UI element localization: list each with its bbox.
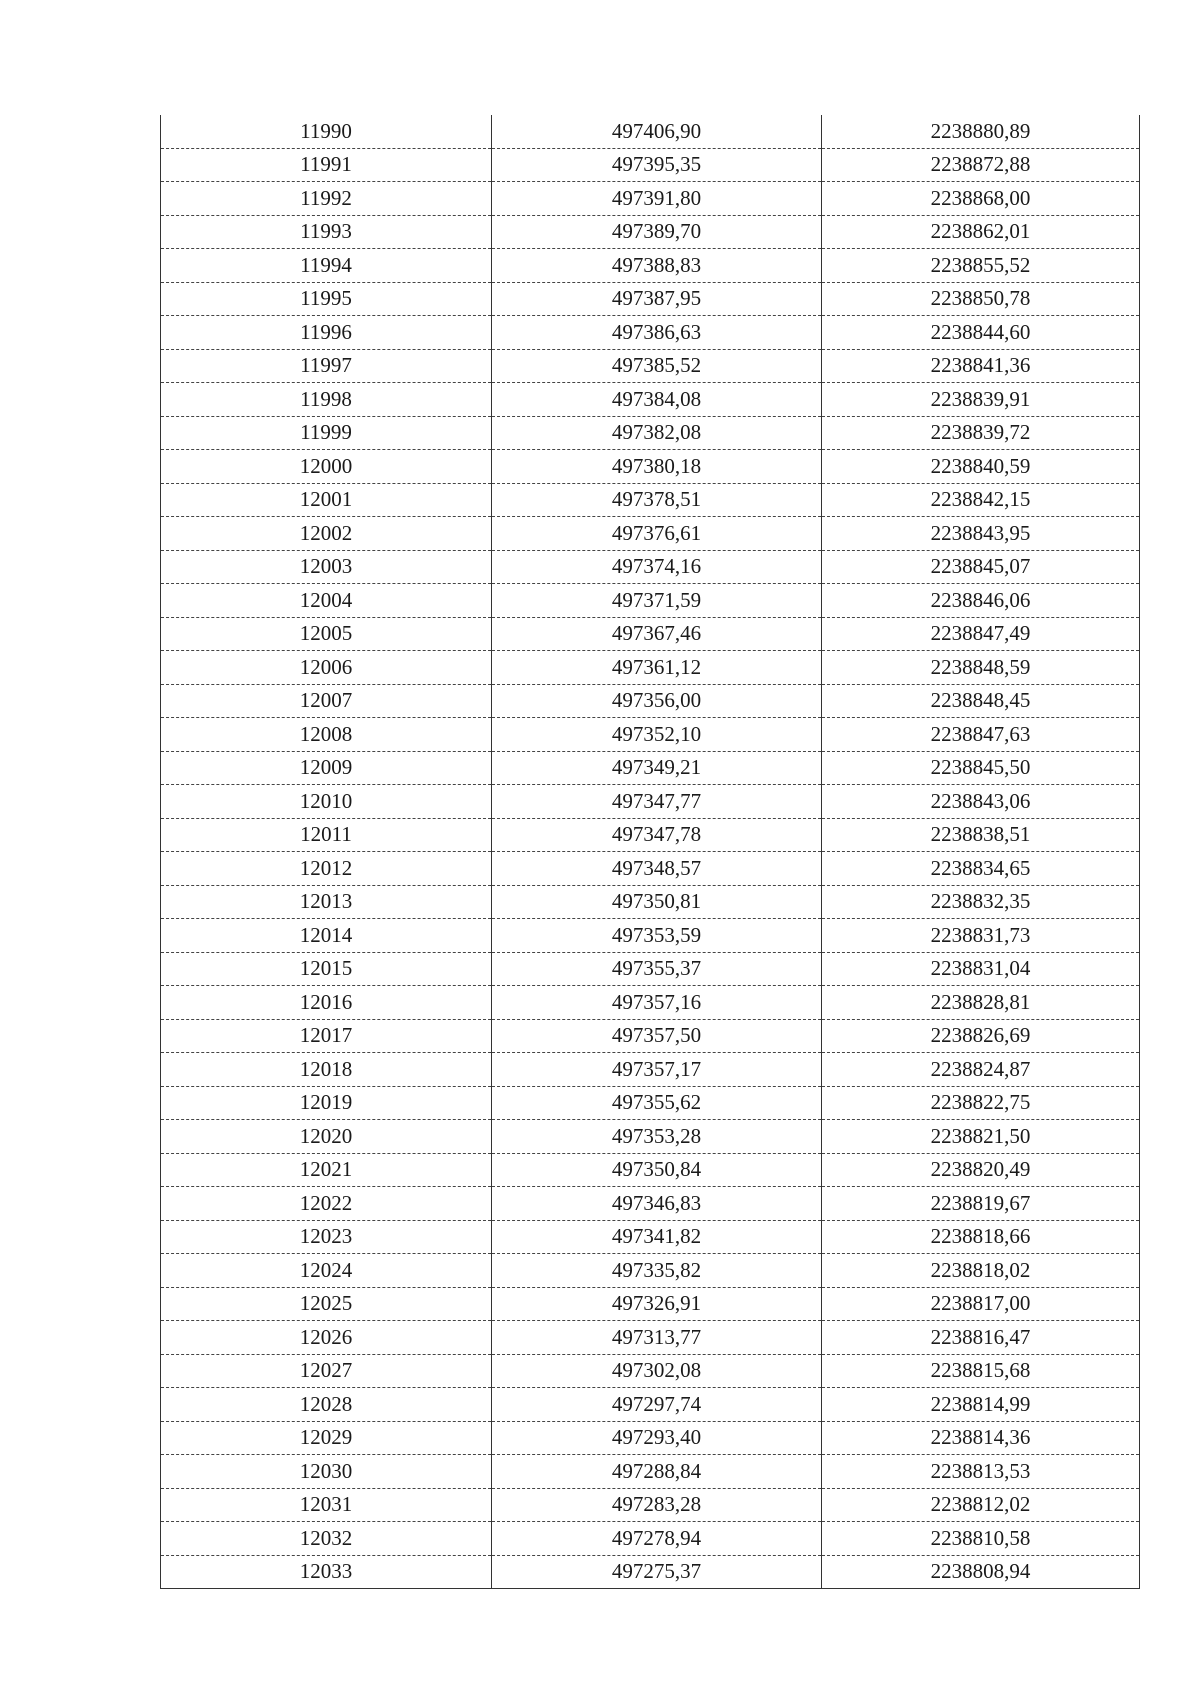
point-number-cell: 12016	[161, 986, 492, 1020]
point-number-cell: 11996	[161, 316, 492, 350]
y-coordinate-cell: 2238812,02	[822, 1488, 1140, 1522]
x-coordinate-cell: 497371,59	[492, 584, 822, 618]
point-number-cell: 11993	[161, 215, 492, 249]
table-row	[161, 751, 1140, 785]
point-number-cell: 12025	[161, 1287, 492, 1321]
table-row	[161, 952, 1140, 986]
table-row	[161, 718, 1140, 752]
y-coordinate-cell: 2238848,59	[822, 651, 1140, 685]
x-coordinate-cell: 497356,00	[492, 684, 822, 718]
x-coordinate-cell: 497313,77	[492, 1321, 822, 1355]
x-coordinate-cell: 497335,82	[492, 1254, 822, 1288]
table-row	[161, 1354, 1140, 1388]
table-row	[161, 1053, 1140, 1087]
table-row	[161, 617, 1140, 651]
y-coordinate-cell: 2238834,65	[822, 852, 1140, 886]
point-number-cell: 12022	[161, 1187, 492, 1221]
x-coordinate-cell: 497391,80	[492, 182, 822, 216]
point-number-cell: 12033	[161, 1555, 492, 1589]
y-coordinate-cell: 2238816,47	[822, 1321, 1140, 1355]
table-row	[161, 1555, 1140, 1589]
x-coordinate-cell: 497348,57	[492, 852, 822, 886]
table-body	[161, 115, 1140, 1589]
table-row	[161, 584, 1140, 618]
point-number-cell: 12000	[161, 450, 492, 484]
x-coordinate-cell: 497349,21	[492, 751, 822, 785]
x-coordinate-cell: 497278,94	[492, 1522, 822, 1556]
x-coordinate-cell: 497293,40	[492, 1421, 822, 1455]
point-number-cell: 11992	[161, 182, 492, 216]
y-coordinate-cell: 2238850,78	[822, 282, 1140, 316]
point-number-cell: 12012	[161, 852, 492, 886]
point-number-cell: 12006	[161, 651, 492, 685]
point-number-cell: 12009	[161, 751, 492, 785]
y-coordinate-cell: 2238846,06	[822, 584, 1140, 618]
table-row	[161, 1455, 1140, 1489]
x-coordinate-cell: 497382,08	[492, 416, 822, 450]
table-row	[161, 818, 1140, 852]
table-row	[161, 483, 1140, 517]
x-coordinate-cell: 497355,62	[492, 1086, 822, 1120]
y-coordinate-cell: 2238872,88	[822, 148, 1140, 182]
x-coordinate-cell: 497384,08	[492, 383, 822, 417]
table-row	[161, 416, 1140, 450]
point-number-cell: 11991	[161, 148, 492, 182]
x-coordinate-cell: 497341,82	[492, 1220, 822, 1254]
point-number-cell: 11997	[161, 349, 492, 383]
y-coordinate-cell: 2238820,49	[822, 1153, 1140, 1187]
y-coordinate-cell: 2238862,01	[822, 215, 1140, 249]
y-coordinate-cell: 2238843,95	[822, 517, 1140, 551]
point-number-cell: 12003	[161, 550, 492, 584]
table-row	[161, 550, 1140, 584]
x-coordinate-cell: 497357,17	[492, 1053, 822, 1087]
table-row	[161, 852, 1140, 886]
table-row	[161, 1019, 1140, 1053]
table-row	[161, 1254, 1140, 1288]
table-row	[161, 148, 1140, 182]
y-coordinate-cell: 2238832,35	[822, 885, 1140, 919]
x-coordinate-cell: 497389,70	[492, 215, 822, 249]
x-coordinate-cell: 497374,16	[492, 550, 822, 584]
y-coordinate-cell: 2238826,69	[822, 1019, 1140, 1053]
point-number-cell: 12013	[161, 885, 492, 919]
point-number-cell: 12001	[161, 483, 492, 517]
x-coordinate-cell: 497346,83	[492, 1187, 822, 1221]
table-row	[161, 450, 1140, 484]
table-row	[161, 651, 1140, 685]
y-coordinate-cell: 2238848,45	[822, 684, 1140, 718]
x-coordinate-cell: 497357,16	[492, 986, 822, 1020]
point-number-cell: 12031	[161, 1488, 492, 1522]
point-number-cell: 12030	[161, 1455, 492, 1489]
y-coordinate-cell: 2238845,07	[822, 550, 1140, 584]
point-number-cell: 12029	[161, 1421, 492, 1455]
x-coordinate-cell: 497386,63	[492, 316, 822, 350]
x-coordinate-cell: 497275,37	[492, 1555, 822, 1589]
table-row	[161, 1153, 1140, 1187]
y-coordinate-cell: 2238840,59	[822, 450, 1140, 484]
point-number-cell: 12028	[161, 1388, 492, 1422]
y-coordinate-cell: 2238813,53	[822, 1455, 1140, 1489]
y-coordinate-cell: 2238844,60	[822, 316, 1140, 350]
x-coordinate-cell: 497406,90	[492, 115, 822, 148]
y-coordinate-cell: 2238855,52	[822, 249, 1140, 283]
y-coordinate-cell: 2238818,02	[822, 1254, 1140, 1288]
y-coordinate-cell: 2238845,50	[822, 751, 1140, 785]
point-number-cell: 12026	[161, 1321, 492, 1355]
table-row	[161, 919, 1140, 953]
x-coordinate-cell: 497380,18	[492, 450, 822, 484]
x-coordinate-cell: 497355,37	[492, 952, 822, 986]
x-coordinate-cell: 497347,78	[492, 818, 822, 852]
point-number-cell: 12010	[161, 785, 492, 819]
table-row	[161, 115, 1140, 148]
x-coordinate-cell: 497288,84	[492, 1455, 822, 1489]
point-number-cell: 12011	[161, 818, 492, 852]
point-number-cell: 12005	[161, 617, 492, 651]
table-row	[161, 249, 1140, 283]
point-number-cell: 12019	[161, 1086, 492, 1120]
point-number-cell: 12021	[161, 1153, 492, 1187]
x-coordinate-cell: 497388,83	[492, 249, 822, 283]
y-coordinate-cell: 2238822,75	[822, 1086, 1140, 1120]
x-coordinate-cell: 497350,81	[492, 885, 822, 919]
table-row	[161, 182, 1140, 216]
table-row	[161, 215, 1140, 249]
y-coordinate-cell: 2238810,58	[822, 1522, 1140, 1556]
y-coordinate-cell: 2238831,04	[822, 952, 1140, 986]
table-row	[161, 282, 1140, 316]
table-row	[161, 1321, 1140, 1355]
x-coordinate-cell: 497353,59	[492, 919, 822, 953]
y-coordinate-cell: 2238847,63	[822, 718, 1140, 752]
table-row	[161, 1086, 1140, 1120]
point-number-cell: 12004	[161, 584, 492, 618]
point-number-cell: 12002	[161, 517, 492, 551]
point-number-cell: 12018	[161, 1053, 492, 1087]
y-coordinate-cell: 2238819,67	[822, 1187, 1140, 1221]
point-number-cell: 11994	[161, 249, 492, 283]
x-coordinate-cell: 497353,28	[492, 1120, 822, 1154]
y-coordinate-cell: 2238839,72	[822, 416, 1140, 450]
y-coordinate-cell: 2238817,00	[822, 1287, 1140, 1321]
point-number-cell: 12023	[161, 1220, 492, 1254]
table-row	[161, 1421, 1140, 1455]
x-coordinate-cell: 497283,28	[492, 1488, 822, 1522]
point-number-cell: 11995	[161, 282, 492, 316]
y-coordinate-cell: 2238814,36	[822, 1421, 1140, 1455]
table-row	[161, 885, 1140, 919]
table-row	[161, 1488, 1140, 1522]
table-row	[161, 986, 1140, 1020]
point-number-cell: 12024	[161, 1254, 492, 1288]
point-number-cell: 12017	[161, 1019, 492, 1053]
y-coordinate-cell: 2238838,51	[822, 818, 1140, 852]
x-coordinate-cell: 497352,10	[492, 718, 822, 752]
y-coordinate-cell: 2238818,66	[822, 1220, 1140, 1254]
x-coordinate-cell: 497326,91	[492, 1287, 822, 1321]
table-row	[161, 785, 1140, 819]
y-coordinate-cell: 2238843,06	[822, 785, 1140, 819]
table-row	[161, 383, 1140, 417]
y-coordinate-cell: 2238828,81	[822, 986, 1140, 1020]
y-coordinate-cell: 2238847,49	[822, 617, 1140, 651]
y-coordinate-cell: 2238824,87	[822, 1053, 1140, 1087]
point-number-cell: 12020	[161, 1120, 492, 1154]
y-coordinate-cell: 2238814,99	[822, 1388, 1140, 1422]
x-coordinate-cell: 497376,61	[492, 517, 822, 551]
x-coordinate-cell: 497361,12	[492, 651, 822, 685]
y-coordinate-cell: 2238808,94	[822, 1555, 1140, 1589]
x-coordinate-cell: 497357,50	[492, 1019, 822, 1053]
y-coordinate-cell: 2238831,73	[822, 919, 1140, 953]
x-coordinate-cell: 497297,74	[492, 1388, 822, 1422]
point-number-cell: 11998	[161, 383, 492, 417]
x-coordinate-cell: 497347,77	[492, 785, 822, 819]
point-number-cell: 12027	[161, 1354, 492, 1388]
table-row	[161, 1522, 1140, 1556]
x-coordinate-cell: 497302,08	[492, 1354, 822, 1388]
point-number-cell: 12015	[161, 952, 492, 986]
table-row	[161, 684, 1140, 718]
point-number-cell: 12032	[161, 1522, 492, 1556]
x-coordinate-cell: 497350,84	[492, 1153, 822, 1187]
point-number-cell: 11990	[161, 115, 492, 148]
x-coordinate-cell: 497387,95	[492, 282, 822, 316]
point-number-cell: 12014	[161, 919, 492, 953]
table-row	[161, 1287, 1140, 1321]
x-coordinate-cell: 497378,51	[492, 483, 822, 517]
point-number-cell: 12008	[161, 718, 492, 752]
table-row	[161, 517, 1140, 551]
y-coordinate-cell: 2238815,68	[822, 1354, 1140, 1388]
y-coordinate-cell: 2238841,36	[822, 349, 1140, 383]
point-number-cell: 11999	[161, 416, 492, 450]
y-coordinate-cell: 2238842,15	[822, 483, 1140, 517]
y-coordinate-cell: 2238880,89	[822, 115, 1140, 148]
y-coordinate-cell: 2238839,91	[822, 383, 1140, 417]
table-row	[161, 1220, 1140, 1254]
table-row	[161, 1187, 1140, 1221]
y-coordinate-cell: 2238868,00	[822, 182, 1140, 216]
table-row	[161, 349, 1140, 383]
table-row	[161, 316, 1140, 350]
point-number-cell: 12007	[161, 684, 492, 718]
table-row	[161, 1388, 1140, 1422]
x-coordinate-cell: 497385,52	[492, 349, 822, 383]
table-row	[161, 1120, 1140, 1154]
x-coordinate-cell: 497395,35	[492, 148, 822, 182]
coordinates-table	[160, 115, 1140, 1589]
x-coordinate-cell: 497367,46	[492, 617, 822, 651]
y-coordinate-cell: 2238821,50	[822, 1120, 1140, 1154]
